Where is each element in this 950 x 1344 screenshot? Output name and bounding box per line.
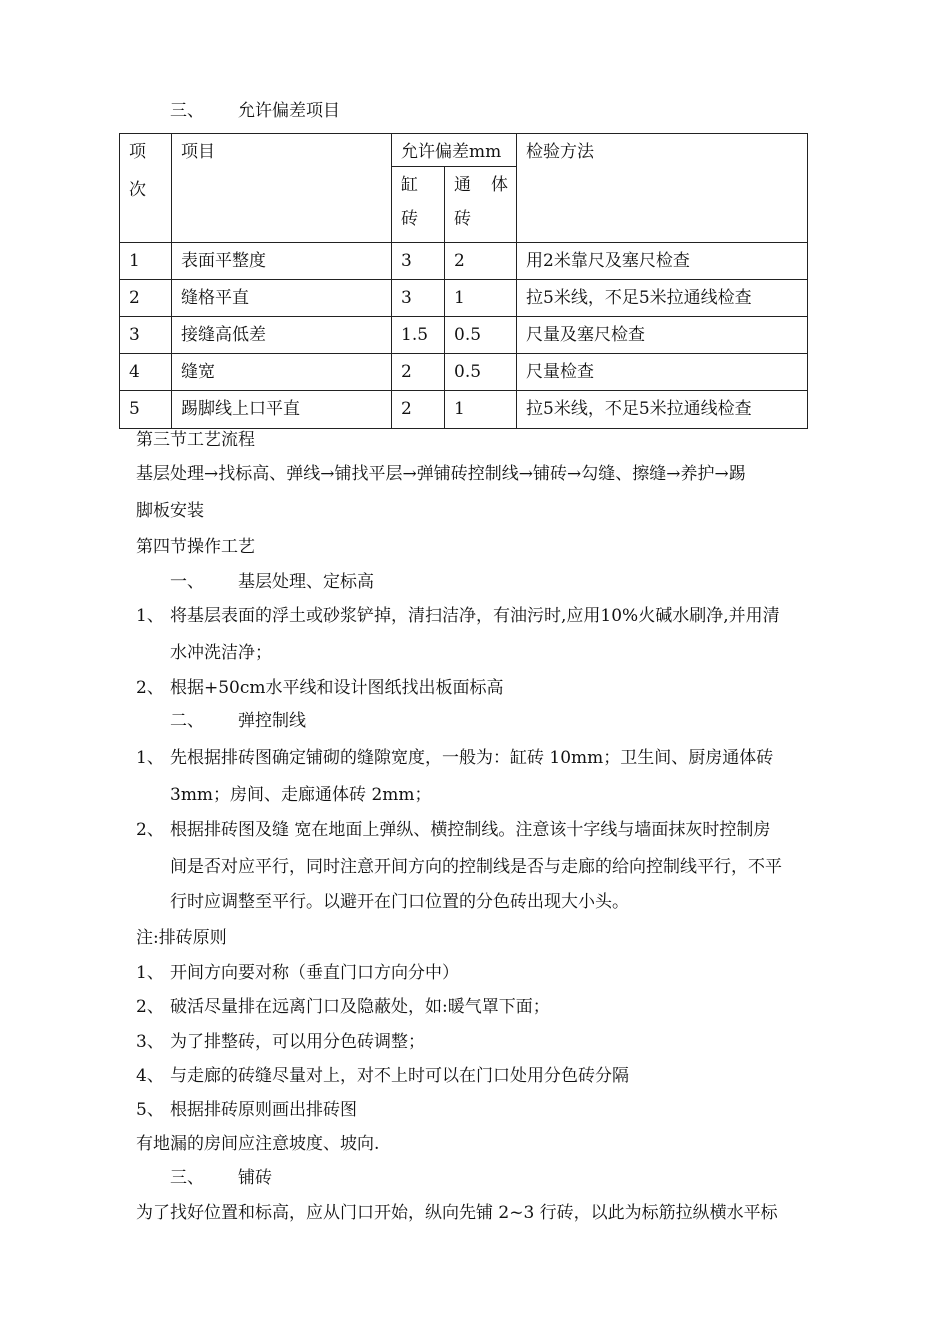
row-body-value: 1 xyxy=(445,280,517,317)
drain-note: 有地漏的房间应注意坡度、坡向. xyxy=(136,1134,380,1154)
row-item: 踢脚线上口平直 xyxy=(172,391,392,429)
header-full-body-top-b: 体 xyxy=(491,175,508,195)
paragraph-text: 为了找好位置和标高，应从门口开始，纵向先铺 2~3 行砖，以此为标筋拉纵横水平标 xyxy=(136,1203,778,1223)
row-vat-value: 1.5 xyxy=(392,317,445,354)
row-no: 1 xyxy=(120,243,172,280)
row-body-value: 1 xyxy=(445,391,517,429)
list-number: 4、 xyxy=(136,1066,164,1086)
subheading-number: 三、 xyxy=(170,1168,204,1188)
header-vat-brick-top: 缸 xyxy=(401,175,418,195)
subheading: 弹控制线 xyxy=(238,711,306,731)
process-flow-line: 脚板安装 xyxy=(136,501,204,521)
row-body-value: 2 xyxy=(445,243,517,280)
header-tolerance: 允许偏差mm xyxy=(392,134,517,167)
header-item-no xyxy=(120,134,172,243)
row-method: 拉5米线，不足5米拉通线检查 xyxy=(517,391,808,429)
row-body-value: 0.5 xyxy=(445,354,517,391)
section-number: 三、 xyxy=(170,101,204,121)
note-title: 注:排砖原则 xyxy=(136,928,227,948)
table-row xyxy=(120,354,808,391)
list-item-text: 先根据排砖图确定铺砌的缝隙宽度，一般为：缸砖 10mm；卫生间、厨房通体砖 xyxy=(170,748,774,768)
list-item-text: 开间方向要对称（垂直门口方向分中） xyxy=(170,963,459,983)
row-item: 表面平整度 xyxy=(172,243,392,280)
list-number: 5、 xyxy=(136,1100,164,1120)
section-heading: 允许偏差项目 xyxy=(238,101,340,121)
subheading: 基层处理、定标高 xyxy=(238,572,374,592)
header-full-body-brick xyxy=(445,167,517,243)
header-full-body-top xyxy=(454,173,516,197)
list-number: 1、 xyxy=(136,748,164,768)
list-item-text: 根据排砖图及缝 宽在地面上弹纵、横控制线。注意该十字线与墙面抹灰时控制房 xyxy=(170,820,771,840)
list-number: 2、 xyxy=(136,820,164,840)
row-method: 用2米靠尺及塞尺检查 xyxy=(517,243,808,280)
section-title-operation: 第四节操作工艺 xyxy=(136,537,255,557)
row-method: 尺量检查 xyxy=(517,354,808,391)
row-body-value: 0.5 xyxy=(445,317,517,354)
subheading-number: 一、 xyxy=(170,572,204,592)
list-item-text: 水冲洗洁净； xyxy=(170,643,272,663)
header-method: 检验方法 xyxy=(517,134,808,243)
row-no: 4 xyxy=(120,354,172,391)
list-number: 1、 xyxy=(136,963,164,983)
row-item: 缝格平直 xyxy=(172,280,392,317)
header-item: 项目 xyxy=(172,134,392,243)
subheading: 铺砖 xyxy=(238,1168,272,1188)
header-item-no-top: 项 xyxy=(129,142,146,162)
list-item-text: 将基层表面的浮土或砂浆铲掉，清扫洁净，有油污时,应用10%火碱水刷净,并用清 xyxy=(170,606,780,626)
header-full-body-top-a: 通 xyxy=(454,175,471,195)
table-row xyxy=(120,317,808,354)
list-item-text: 3mm；房间、走廊通体砖 2mm； xyxy=(170,785,432,805)
row-vat-value: 3 xyxy=(392,280,445,317)
header-item-no-bottom: 次 xyxy=(129,180,146,200)
table-row xyxy=(120,391,808,429)
list-item-text: 间是否对应平行，同时注意开间方向的控制线是否与走廊的给向控制线平行，不平 xyxy=(170,857,782,877)
list-number: 1、 xyxy=(136,606,164,626)
process-flow-line: 基层处理→找标高、弹线→铺找平层→弹铺砖控制线→铺砖→勾缝、擦缝→养护→踢 xyxy=(136,464,746,484)
tolerance-table xyxy=(119,133,808,429)
list-number: 2、 xyxy=(136,997,164,1017)
subheading-number: 二、 xyxy=(170,711,204,731)
list-number: 3、 xyxy=(136,1032,164,1052)
header-full-body-bottom: 砖 xyxy=(454,209,471,229)
list-item-text: 破活尽量排在远离门口及隐蔽处，如:暖气罩下面； xyxy=(170,997,550,1017)
list-item-text: 为了排整砖，可以用分色砖调整； xyxy=(170,1032,425,1052)
row-method: 拉5米线，不足5米拉通线检查 xyxy=(517,280,808,317)
list-item-text: 与走廊的砖缝尽量对上，对不上时可以在门口处用分色砖分隔 xyxy=(170,1066,629,1086)
section-title-process: 第三节工艺流程 xyxy=(136,430,255,450)
row-item: 接缝高低差 xyxy=(172,317,392,354)
row-no: 3 xyxy=(120,317,172,354)
row-item: 缝宽 xyxy=(172,354,392,391)
row-no: 2 xyxy=(120,280,172,317)
table-row xyxy=(120,243,808,280)
list-item-text: 行时应调整至平行。以避开在门口位置的分色砖出现大小头。 xyxy=(170,892,629,912)
row-no: 5 xyxy=(120,391,172,429)
row-vat-value: 2 xyxy=(392,354,445,391)
row-method: 尺量及塞尺检查 xyxy=(517,317,808,354)
header-vat-brick xyxy=(392,167,445,243)
row-vat-value: 3 xyxy=(392,243,445,280)
row-vat-value: 2 xyxy=(392,391,445,429)
list-number: 2、 xyxy=(136,678,164,698)
list-item-text: 根据排砖原则画出排砖图 xyxy=(170,1100,357,1120)
table-row xyxy=(120,280,808,317)
header-vat-brick-bottom: 砖 xyxy=(401,209,418,229)
list-item-text: 根据+50cm水平线和设计图纸找出板面标高 xyxy=(170,678,504,698)
